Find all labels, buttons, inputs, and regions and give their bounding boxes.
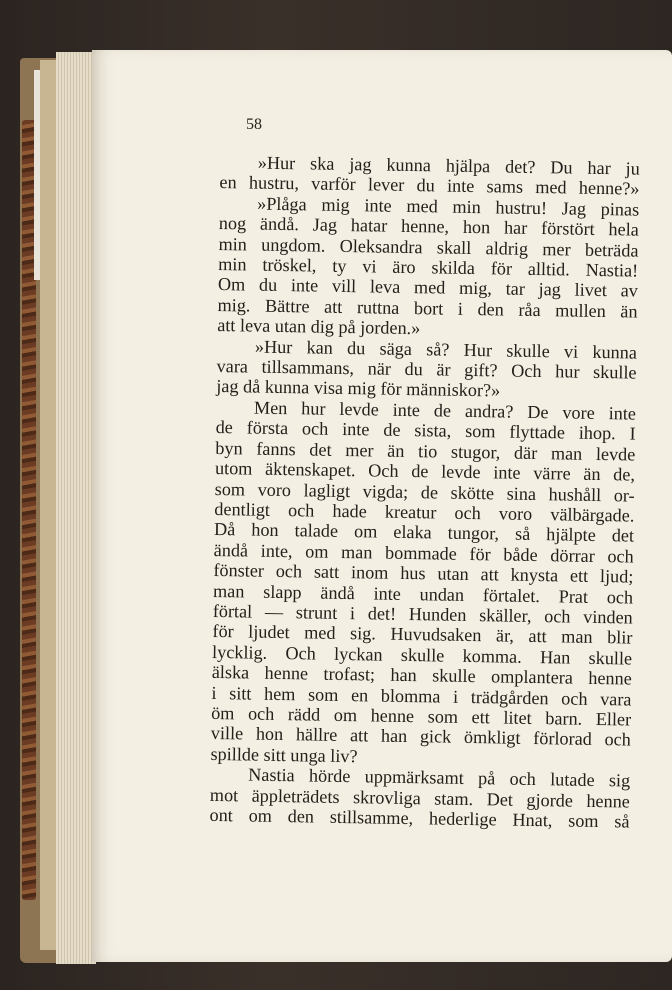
- text-line: »Hur ska jag kunna hjälpa det? Du har ju: [257, 152, 640, 179]
- text-line: öm och rädd om henne som ett litet barn. Eller: [211, 702, 632, 730]
- text-line: »Plåga mig inte med min hustru! Jag pinas: [257, 193, 640, 220]
- text-line: utom äktenskapet. Och de levde inte värre än de,: [214, 458, 636, 485]
- text-line: man slapp ändå inte undan förtalet. Prat och: [212, 580, 634, 608]
- text-line: Då hon talade om elaka tungor, så hjälpte det: [213, 519, 635, 546]
- text-line: förtal — strunt i det! Hunden skäller, och vinden: [212, 600, 633, 628]
- text-line: de första och inte de sista, som flyttade ihop. I: [215, 417, 636, 444]
- text-line: för ljudet med sig. Huvudsaken är, att man blir: [212, 621, 633, 648]
- text-line: byn fanns det mer än tio stugor, där man levde: [215, 437, 636, 465]
- text-line: mig. Bättre att ruttna bort i den råa mullen än: [217, 294, 638, 322]
- text-line: »Hur kan du säga så? Hur skulle vi kunna: [254, 336, 638, 363]
- body-text: [209, 152, 640, 832]
- text-line: vara tillsammans, när du är gift? Och hur skulle: [216, 356, 637, 383]
- text-line: ont om den stillsamme, hederlige Hnat, som så: [209, 804, 630, 832]
- text-line: att leva utan dig på jorden.»: [217, 315, 421, 339]
- text-line: fönster och satt inom hus utan att knysta ett ljud;: [213, 560, 634, 587]
- text-line: min tröskel, ty vi äro skilda för alltid. Nastia!: [218, 254, 639, 281]
- text-line: en hustru, varför lever du inte sams med henne?»: [219, 172, 640, 199]
- text-line: mot äppleträdets skrovliga stam. Det gjorde henne: [209, 784, 631, 812]
- page-number: 58: [246, 116, 262, 133]
- text-line: ändå inte, om man bommade för både dörrar och: [213, 539, 634, 567]
- text-line: min ungdom. Oleksandra skall aldrig mer beträda: [218, 233, 639, 261]
- text-line: som voro lagligt vigda; de skötte sina hushåll or-: [214, 478, 635, 506]
- text-line: Men hur levde inte de andra? De vore inte: [253, 397, 637, 424]
- text-line: nog ändå. Jag hatar henne, hon har förstört hela: [218, 213, 639, 240]
- text-line: ville hon hällre att han gick ömkligt förlorad och: [210, 723, 631, 750]
- text-line: jag då kunna visa mig för människor?»: [216, 376, 501, 401]
- text-line: i sitt hem som en blomma i trädgården och vara: [211, 682, 632, 710]
- text-line: spillde sitt unga liv?: [210, 743, 358, 767]
- text-line: dentligt och hade kreatur och voro välbärgade.: [214, 498, 635, 526]
- text-line: älska henne trofast; han skulle omplantera henne: [211, 662, 632, 689]
- text-line: Nastia hörde uppmärksamt på och lutade sig: [248, 764, 631, 791]
- text-line: Om du inte vill leva med mig, tar jag livet av: [217, 274, 639, 302]
- text-line: lycklig. Och lyckan skulle komma. Han skulle: [211, 641, 633, 669]
- page-stack-edges: [56, 52, 96, 964]
